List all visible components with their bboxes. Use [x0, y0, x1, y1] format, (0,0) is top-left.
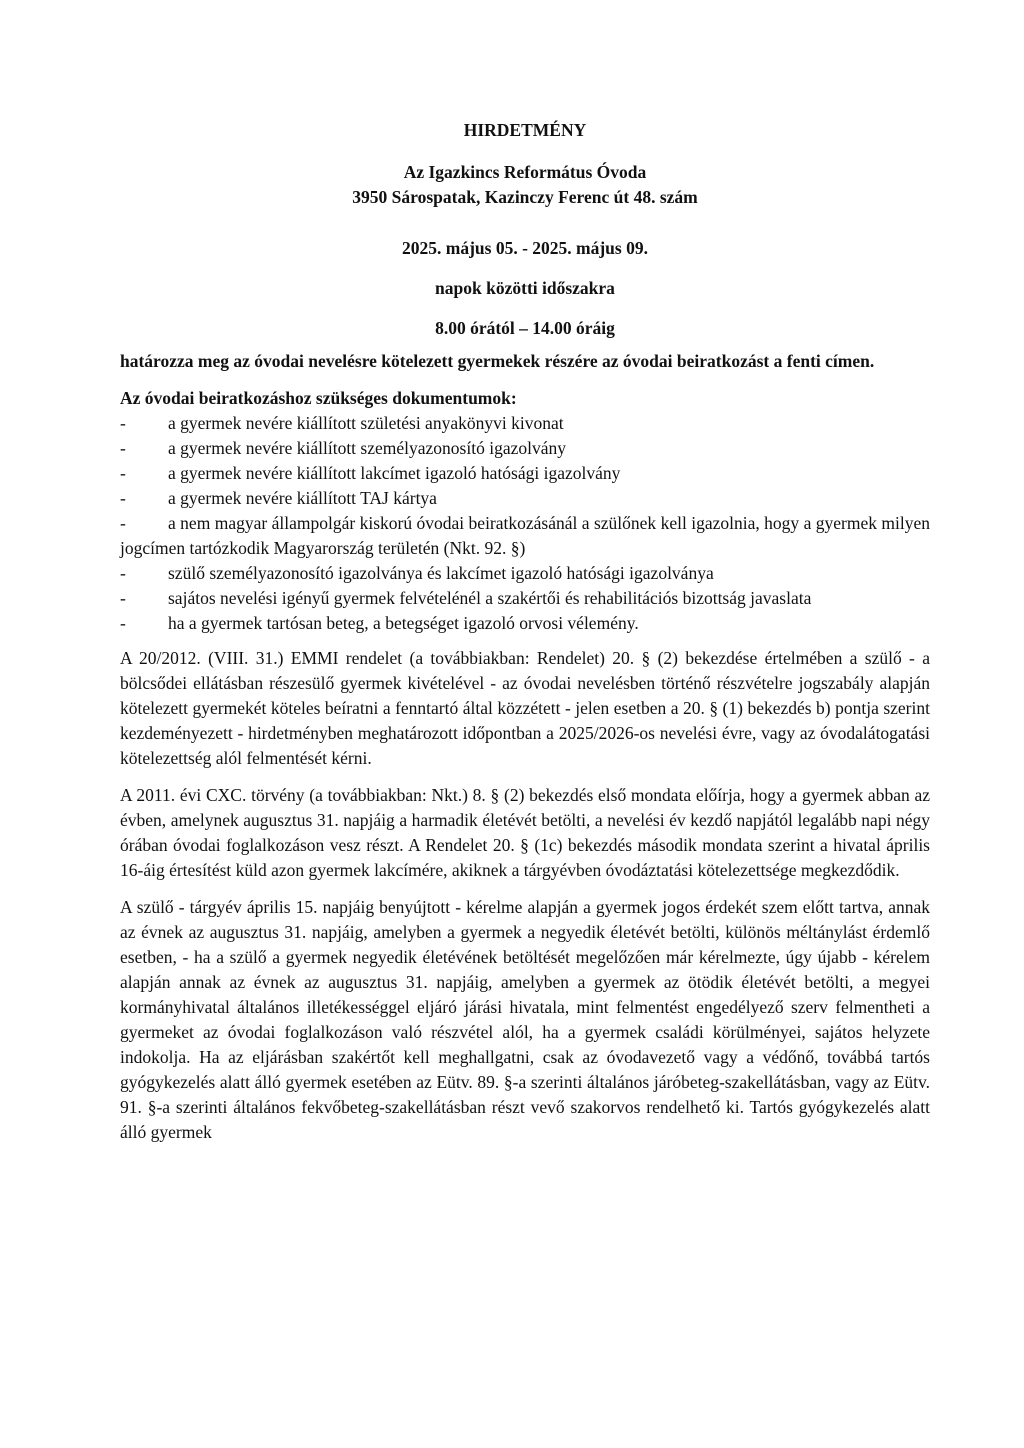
list-item-text: a gyermek nevére kiállított születési anyakönyvi kivonat — [168, 413, 564, 433]
documents-heading: Az óvodai beiratkozáshoz szükséges dokumentumok: — [120, 388, 517, 408]
list-item — [120, 411, 930, 436]
list-item-text: a nem magyar állampolgár kiskorú óvodai beiratkozásánál a szülőnek kell igazolnia, hogy a gyermek milyen jogcímen tartózkodik Magyarország területén (Nkt. 92. §) — [120, 513, 930, 558]
list-item — [120, 561, 930, 586]
paragraph-emmi-decree: A 20/2012. (VIII. 31.) EMMI rendelet (a továbbiakban: Rendelet) 20. § (2) bekezdése értelmében a szülő - a bölcsődei ellátásban részesülő gyermek kivételével - az óvodai nevelésben történő részvételre jogszabály alapján kötelezett gyermekét köteles beíratni a fenntartó által közzétett - jelen esetben a 20. § (1) bekezdés b) pontja szerint kezdeményezett - hirdetményben meghatározott időpontban a 2025/2026-os nevelési évre, vagy az óvodalátogatási kötelezettség alól felmentését kérni. — [120, 648, 930, 768]
list-item-text: a gyermek nevére kiállított lakcímet igazoló hatósági igazolvány — [168, 463, 621, 483]
list-item-text: a gyermek nevére kiállított személyazonosító igazolvány — [168, 438, 566, 458]
list-item — [120, 586, 930, 611]
enrollment-dates: 2025. május 05. - 2025. május 09. — [402, 238, 648, 258]
bullet-dash: - — [120, 563, 126, 583]
bullet-dash: - — [120, 463, 126, 483]
list-item — [120, 486, 930, 511]
documents-list — [120, 411, 930, 636]
intro-paragraph: határozza meg az óvodai nevelésre kötelezett gyermekek részére az óvodai beiratkozást a fenti címen. — [120, 351, 875, 371]
list-item — [120, 436, 930, 461]
list-item — [120, 511, 930, 561]
period-label: napok közötti időszakra — [435, 278, 615, 298]
bullet-dash: - — [120, 613, 126, 633]
bullet-dash: - — [120, 413, 126, 433]
institution-name: Az Igazkincs Református Óvoda — [403, 162, 647, 182]
list-item-text: sajátos nevelési igényű gyermek felvételénél a szakértői és rehabilitációs bizottság javaslata — [168, 588, 812, 608]
list-item — [120, 461, 930, 486]
enrollment-hours: 8.00 órától – 14.00 óráig — [435, 318, 615, 338]
list-item — [120, 611, 930, 636]
bullet-dash: - — [120, 513, 126, 533]
institution-address: 3950 Sárospatak, Kazinczy Ferenc út 48. szám — [352, 187, 698, 207]
paragraph-exemption: A szülő - tárgyév április 15. napjáig benyújtott - kérelme alapján a gyermek jogos érdekét szem előtt tartva, annak az évnek az augusztus 31. napjáig, amelyben a gyermek a negyedik életévét betölti, különös méltánylást érdemlő esetben, - ha a szülő a gyermek negyedik életévének betöltését megelőzően már kérelmezte, úgy újabb - kérelem alapján annak az évnek az augusztus 31. napjáig, amelyben a gyermek az ötödik életévét betölti, a megyei kormányhivatal általános illetékességgel eljáró járási hivatala, mint felmentést engedélyező szerv felmentheti a gyermeket az óvodai foglalkozáson való részvétel alól, ha a gyermek családi körülményei, sajátos helyzete indokolja. Ha az eljárásban szakértőt kell meghallgatni, csak az óvodavezető vagy a védőnő, továbbá tartós gyógykezelés alatt álló gyermek esetében az Eütv. 89. §-a szerinti általános járóbeteg-szakellátásban, vagy az Eütv. 91. §-a szerinti általános fekvőbeteg-szakellátásban részt vevő szakorvos rendelhető ki. Tartós gyógykezelés alatt álló gyermek — [120, 897, 930, 1142]
list-item-text: a gyermek nevére kiállított TAJ kártya — [168, 488, 437, 508]
bullet-dash: - — [120, 438, 126, 458]
document-page — [120, 118, 930, 1157]
paragraph-nkt-law: A 2011. évi CXC. törvény (a továbbiakban: Nkt.) 8. § (2) bekezdés első mondata előírja, hogy a gyermek abban az évben, amelynek augusztus 31. napjáig a harmadik életévét betölti, a nevelési év kezdő napjától legalább napi négy órában óvodai foglalkozáson vesz részt. A Rendelet 20. § (1c) bekezdés második mondata szerint a hivatal április 16-áig értesítést küld azon gyermek lakcímére, akiknek a tárgyévben óvodáztatási kötelezettsége megkezdődik. — [120, 785, 930, 880]
bullet-dash: - — [120, 488, 126, 508]
list-item-text: ha a gyermek tartósan beteg, a betegséget igazoló orvosi vélemény. — [168, 613, 639, 633]
bullet-dash: - — [120, 588, 126, 608]
list-item-text: szülő személyazonosító igazolványa és lakcímet igazoló hatósági igazolványa — [168, 563, 714, 583]
document-title: HIRDETMÉNY — [463, 120, 587, 140]
